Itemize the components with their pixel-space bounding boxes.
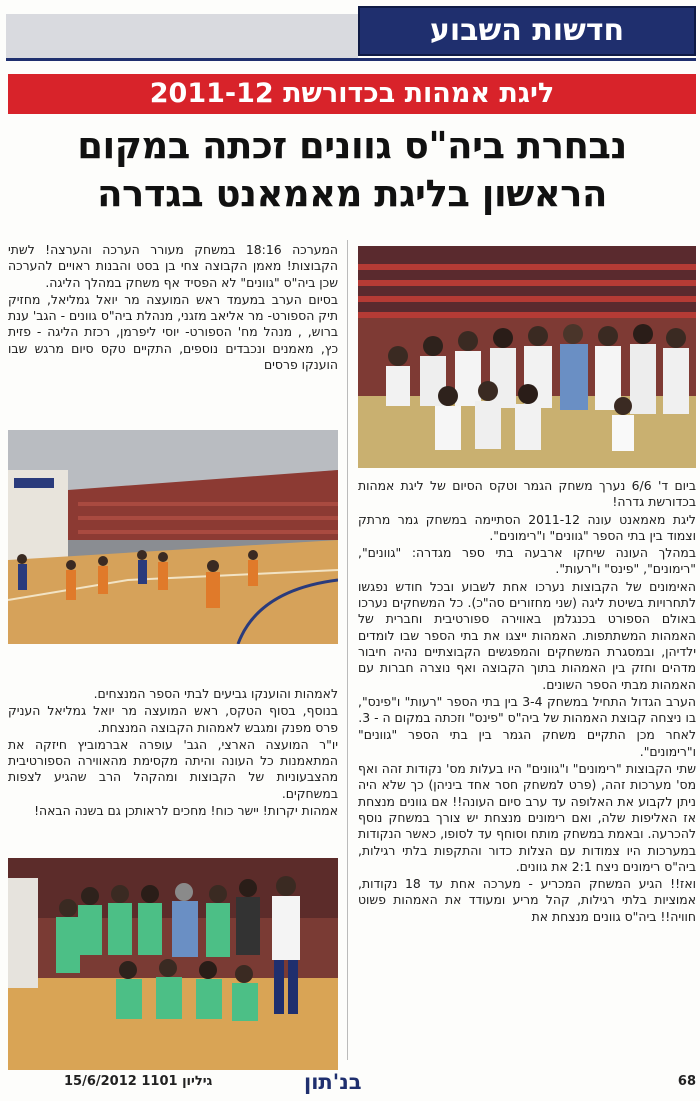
article-headline: [8, 122, 696, 222]
headline-line-2: הראשון בליגת מאמאנט בגדרה: [97, 172, 607, 215]
article-paragraph: הערב הגדול התחיל במשחק 3-4 בין בתי הספר "רעות" ו"פינס", בו ניצחה קבוצת האמהות של ביה"ס "פינס" וזכתה במקום ה - 3.: [358, 693, 696, 726]
article-paragraph: שתי הקבוצות "רימונים" ו"גוונים" היו בעלות מס' נקודות זהה ואף מס' מערכות זהה, (פרט למשחק חסר אחד ביניהן) כך שלא היה ניתן לקבוע את האלופה עד ערב סיום העונה!! אם גוונים מנצחת אז האליפות שלה, ואם רימונים מנצחת יש צורך במשחק נוסף להכרעה. ובאמת במשחק מותח וסוחף עד לסופו, כאשר הנקודות במערכות היו צמודות עם הצלות כדור והתקפות בלתי רגילות, ביה"ס רימונים ניצח 2:1 את גוונים.: [358, 761, 696, 874]
team-photo: [8, 858, 338, 1070]
article-paragraph: המערכה 18:16 במשחק מעורר הערכה והערצה! לשתי הקבוצות! מאמן הקבוצה צחי בן בסט והבנות ראויים להערכה שכן ביה"ס "גוונים" לא הפסיד אף משחק במהלך הליגה.: [8, 242, 338, 290]
article-paragraph: במהלך העונה שיחקו ארבעה בתי ספר מגדרה: "גוונים", "רימונים", "פינס" ו"רעות".: [358, 545, 696, 577]
page-number: 68: [677, 1074, 696, 1089]
league-banner: ליגת אמהות בכדורשת 2011-12: [8, 74, 696, 114]
article-paragraph: בסיום הערב במעמד ראש המועצה מר יואל גמליאל, מחזיק תיק הספורט- מר אליאב מזגני, מנהלת ביה"ס גוונים - הגב' ענת ברוש, , מנהל מח' הספורט- יוסי ליפרמן, רכזת הליגה - פזית כץ, מאמנים ונכבדים נוספים, התקיים טקס סיום מרגש שבו הוענקו פרסים: [8, 291, 338, 373]
article-paragraph: לאמהות והוענקו גביעים לבתי הספר המנצחים.: [93, 686, 338, 701]
issue-date: גיליון 1101 15/6/2012: [64, 1074, 213, 1089]
article-text-left-top: [8, 242, 338, 422]
column-divider: [347, 240, 348, 1060]
article-paragraph: בנוסף, בסוף הטקס, ראש המועצה מר יואל גמליאל העניק פרס מפנק ומגבש לאמהות הקבוצה המנצחת.: [8, 703, 338, 735]
article-paragraph: יו"ר המועצה הארצי, הגב' עופרה אברמוביץ חיזקה את המתאמנות כל העונה והיתה מקסימת מהאווירה הספורטיבית מהצבעוניות של הקבוצות ומהקהל הרב שהגיע לצפות במשחקים.: [8, 736, 338, 801]
game-photo: [8, 430, 338, 644]
celebration-photo: [358, 246, 696, 468]
article-paragraph: לאחר מכן התקיים משחק הגמר בין בתי הספר "גוונים" ו"רימונים".: [358, 727, 696, 759]
page-footer: [8, 1070, 696, 1096]
section-title: חדשות השבוע: [358, 6, 696, 56]
article-paragraph: אמהות יקרות! יישר כוח! מחכים לראותכן גם בשנה הבאה!: [34, 803, 338, 819]
article-text-right: [358, 478, 696, 1062]
faded-header-decoration: [6, 14, 358, 58]
header-rule: [6, 58, 696, 61]
article-paragraph: ליגת מאמאנט עונה 2011-12 הסתיימה במשחק גמר מרתק וצמוד בין בתי הספר "גוונים" ו"רימונים".: [358, 511, 696, 543]
publication-logo: בנ'תון: [304, 1070, 362, 1094]
article-paragraph: האימונים של הקבוצות נערכו אחת לשבוע ובכל חודש נפגשו לתחרויות בשיטת ליגה (שני מחזורים סה"כ). כל המשחקים נערכו באולם הספורט בכנגלמן באווירה ספורטיבית וחברית של האמהות המשתתפות. האמהות ייצגו את בתי הספר שבו לומדים ילדיהן, ובמסגרת המשחקים והמפגשים הקבוצתיים נהיה חיבור מדהים וחזק בין האמהות בתוך הקבוצה ואף נוצרה חברות עם האמהות מבתי הספר השונים.: [358, 578, 696, 692]
section-header: [6, 6, 696, 58]
headline-line-1: נבחרת ביה"ס גוונים זכתה במקום: [77, 124, 627, 167]
article-paragraph: ואז!! הגיע המשחק המכריע - מערכה אחת עד 18 נקודות, אמוציות בלתי רגילות, קהל מריע ומעודד את האמהות פשוט חוויה!! ביה"ס גוונים מנצחת את: [358, 876, 696, 924]
article-paragraph: ביום ד' 6/6 נערך משחק הגמר וטקס הסיום של ליגת אמהות בכדורשת גדרה!: [358, 478, 696, 510]
article-text-left-mid: [8, 686, 338, 848]
